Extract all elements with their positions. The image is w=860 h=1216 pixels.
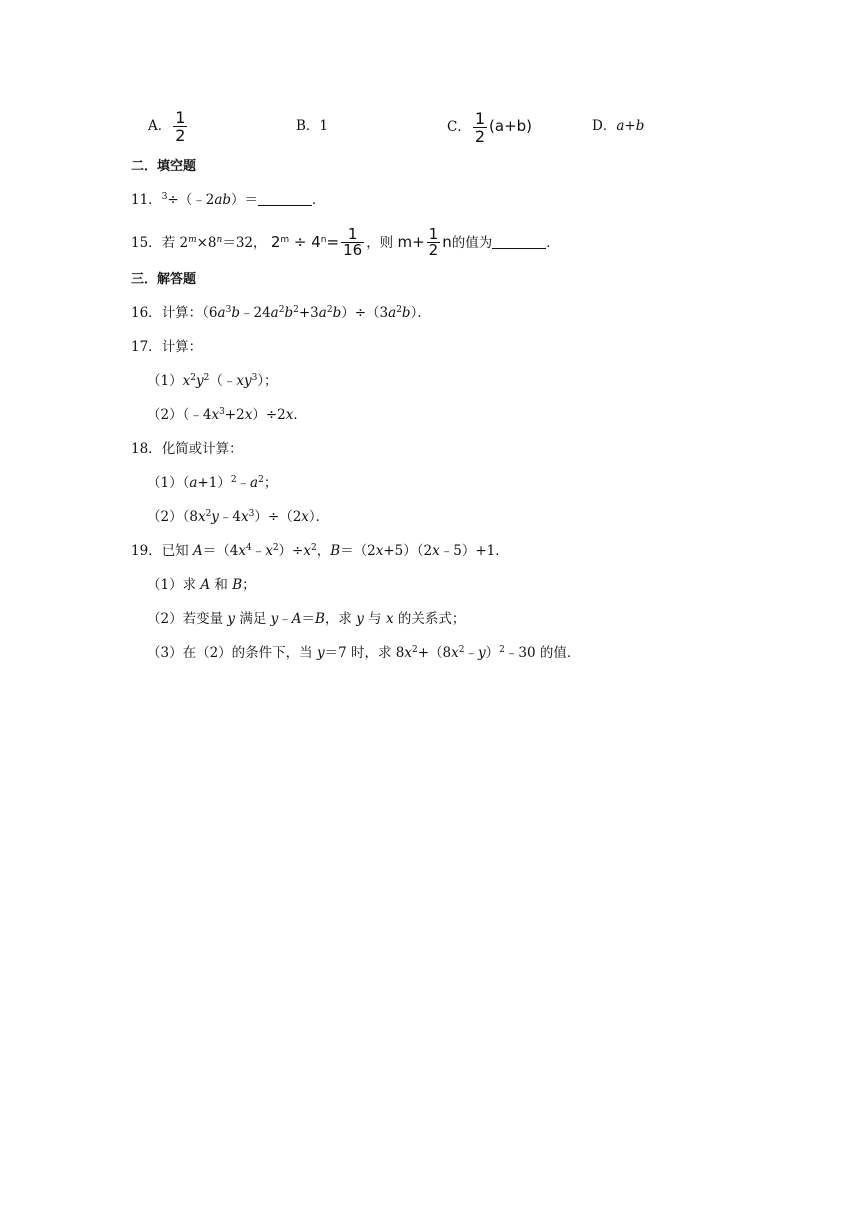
text: m+ — [397, 233, 425, 251]
text: n — [442, 233, 452, 251]
text: ． — [293, 407, 307, 423]
question-19 — [131, 541, 509, 561]
superscript: 2 — [458, 645, 465, 655]
variable: y — [316, 645, 325, 661]
text: ×8 — [196, 235, 217, 251]
text: ）． — [308, 509, 330, 525]
section-title-solve: 三．解答题 — [131, 272, 197, 287]
fraction — [427, 227, 441, 258]
text: +1） — [197, 475, 231, 491]
variable: xy — [236, 373, 252, 389]
superscript: 2 — [205, 509, 212, 519]
text: 2 — [270, 233, 281, 251]
text: ﹣ — [236, 475, 251, 491]
text: ） — [485, 645, 500, 661]
text: ）＝ — [231, 192, 259, 208]
text: 已知 — [161, 543, 193, 559]
superscript: 2 — [499, 645, 505, 655]
text: = — [326, 233, 340, 251]
variable: A — [192, 543, 203, 559]
variable: y — [478, 645, 486, 661]
text: +2 — [224, 407, 245, 423]
question-17-part-2 — [147, 405, 307, 425]
text: ＝（2 — [340, 543, 376, 559]
variable: x — [182, 373, 191, 389]
text: ）÷ — [278, 543, 304, 559]
text: ）； — [257, 373, 278, 389]
text: ）÷2 — [252, 407, 286, 423]
superscript: 3 — [248, 509, 255, 519]
text: （﹣ — [209, 373, 237, 389]
text: ﹣4 — [218, 509, 242, 525]
text: ﹣5）+1． — [439, 543, 509, 559]
variable: x — [375, 543, 384, 559]
text: （1）求 — [147, 577, 201, 593]
answer-blank[interactable] — [258, 192, 312, 206]
question-19-part-3 — [147, 643, 580, 663]
variable: x — [285, 407, 294, 423]
fraction-numerator: 1 — [474, 109, 486, 128]
text: ＝ — [301, 611, 316, 627]
variable: B — [232, 577, 243, 593]
question-19-part-2 — [147, 609, 465, 629]
variable: y — [195, 373, 204, 389]
option-d-value: a+b — [616, 118, 645, 134]
text: ﹣ — [278, 611, 292, 627]
fraction-numerator: 1 — [175, 108, 186, 127]
text: +5）（2 — [383, 543, 433, 559]
text: （3）在（2）的条件下，当 — [147, 645, 317, 661]
option-a-label: A． — [148, 118, 172, 134]
variable: A — [291, 611, 302, 627]
variable: y — [211, 509, 219, 525]
question-15 — [131, 222, 560, 263]
variable: x — [451, 645, 459, 661]
option-b-label: B． — [296, 118, 320, 134]
superscript: 3 — [161, 192, 168, 202]
variable: y — [356, 611, 364, 627]
fraction-denominator: 2 — [428, 241, 439, 259]
text: ， — [316, 543, 331, 559]
question-19-part-1 — [147, 575, 256, 595]
superscript: 2 — [293, 305, 299, 315]
text: 的关系式； — [393, 611, 466, 627]
fraction-denominator: 2 — [474, 127, 486, 146]
variable: x — [385, 611, 394, 627]
option-a — [148, 108, 189, 144]
fraction-denominator: 16 — [343, 241, 363, 259]
variable: y — [270, 611, 279, 627]
text: +（8 — [417, 645, 452, 661]
superscript: n — [320, 235, 327, 245]
question-16 — [131, 303, 431, 323]
text: ，则 — [366, 235, 398, 251]
text: 计算： — [161, 339, 203, 355]
text: ）． — [410, 305, 431, 321]
variable: B — [330, 543, 341, 559]
question-number: 11． — [131, 192, 162, 208]
section-title-fill-in: 二．填空题 — [131, 159, 197, 174]
variable: x — [244, 407, 253, 423]
text: ﹣30 的值． — [504, 645, 581, 661]
text: 化简或计算： — [161, 441, 243, 457]
option-d-label: D． — [592, 118, 617, 134]
variable: a — [388, 305, 397, 321]
text: ． — [312, 192, 326, 208]
variable: x — [265, 543, 273, 559]
fraction-numerator: 1 — [347, 225, 358, 243]
variable: b — [401, 305, 411, 321]
superscript: 2 — [326, 305, 333, 315]
variable: b — [231, 305, 240, 321]
variable: b — [284, 305, 294, 321]
variable: x — [432, 543, 440, 559]
option-c-label: C． — [447, 119, 471, 135]
expression-image — [397, 225, 452, 259]
variable: x — [211, 407, 220, 423]
text: 和 — [210, 577, 233, 593]
superscript: 2 — [310, 543, 317, 553]
text: （1） — [147, 373, 183, 389]
superscript: 3 — [225, 305, 232, 315]
superscript: 4 — [245, 543, 252, 553]
text: ＝（4 — [202, 543, 239, 559]
fraction — [341, 227, 364, 258]
text: ＝32， — [222, 235, 267, 251]
superscript: m — [188, 235, 197, 245]
superscript: m — [280, 235, 290, 245]
text: ﹣ — [464, 645, 479, 661]
text: ； — [263, 475, 278, 491]
question-number: 18． — [131, 441, 162, 457]
text: 计算：（6 — [161, 305, 218, 321]
option-d — [592, 108, 644, 144]
variable: x — [238, 543, 246, 559]
question-number: 17． — [131, 339, 162, 355]
option-b-value: 1 — [319, 118, 329, 134]
text: ÷（﹣2 — [167, 192, 215, 208]
option-c — [447, 108, 532, 145]
superscript: 2 — [396, 305, 402, 315]
question-18 — [131, 439, 243, 459]
text: （2）（8 — [147, 509, 198, 525]
variable: x — [241, 509, 249, 525]
superscript: 2 — [412, 645, 418, 655]
question-number: 15． — [131, 235, 162, 251]
question-number: 16． — [131, 305, 162, 321]
text: ﹣24 — [239, 305, 271, 321]
text: 与 — [363, 611, 386, 627]
variable: a — [189, 475, 198, 491]
superscript: 2 — [278, 305, 285, 315]
superscript: 2 — [230, 475, 237, 485]
variable: x — [404, 645, 413, 661]
option-a-fraction — [173, 109, 187, 144]
question-11 — [131, 190, 326, 210]
text: （1）（ — [147, 475, 190, 491]
variable: b — [332, 305, 342, 321]
variable: x — [301, 509, 309, 525]
variable: x — [197, 509, 206, 525]
variable: a — [217, 305, 226, 321]
text: 满足 — [235, 611, 271, 627]
option-c-tail: (a+b) — [489, 117, 533, 135]
text: ）÷（3 — [341, 305, 389, 321]
answer-blank[interactable] — [492, 235, 546, 249]
text: ； — [242, 577, 256, 593]
variable: a — [318, 305, 327, 321]
question-18-part-1 — [147, 473, 277, 493]
text: 若 2 — [161, 235, 189, 251]
variable: y — [227, 611, 236, 627]
text: ﹣ — [251, 543, 266, 559]
variable: A — [200, 577, 211, 593]
question-17 — [131, 337, 202, 357]
text: 的值为 — [451, 235, 493, 251]
equation-image — [270, 225, 366, 259]
fraction-denominator: 2 — [175, 126, 186, 145]
superscript: 2 — [190, 373, 196, 383]
variable: x — [303, 543, 311, 559]
text: +3 — [298, 305, 319, 321]
text: ＝7 时，求 8 — [324, 645, 405, 661]
variable: ab — [214, 192, 232, 208]
superscript: 3 — [219, 407, 225, 417]
text: ）÷（2 — [254, 509, 302, 525]
text: （2）若变量 — [147, 611, 228, 627]
text: ÷ 4 — [289, 233, 321, 251]
superscript: 2 — [258, 475, 264, 485]
text: （2）（﹣4 — [147, 407, 212, 423]
text: ． — [546, 235, 560, 251]
superscript: 2 — [203, 373, 210, 383]
fraction-numerator: 1 — [428, 225, 439, 243]
text: ，求 — [324, 611, 357, 627]
option-c-fraction — [473, 110, 487, 145]
variable: a — [270, 305, 279, 321]
superscript: 2 — [272, 543, 279, 553]
option-b — [296, 108, 328, 144]
superscript: n — [216, 235, 223, 245]
variable: a — [250, 475, 259, 491]
question-number: 19． — [131, 543, 162, 559]
superscript: 3 — [251, 373, 258, 383]
variable: B — [315, 611, 325, 627]
question-17-part-1 — [147, 371, 278, 391]
question-18-part-2 — [147, 507, 329, 527]
